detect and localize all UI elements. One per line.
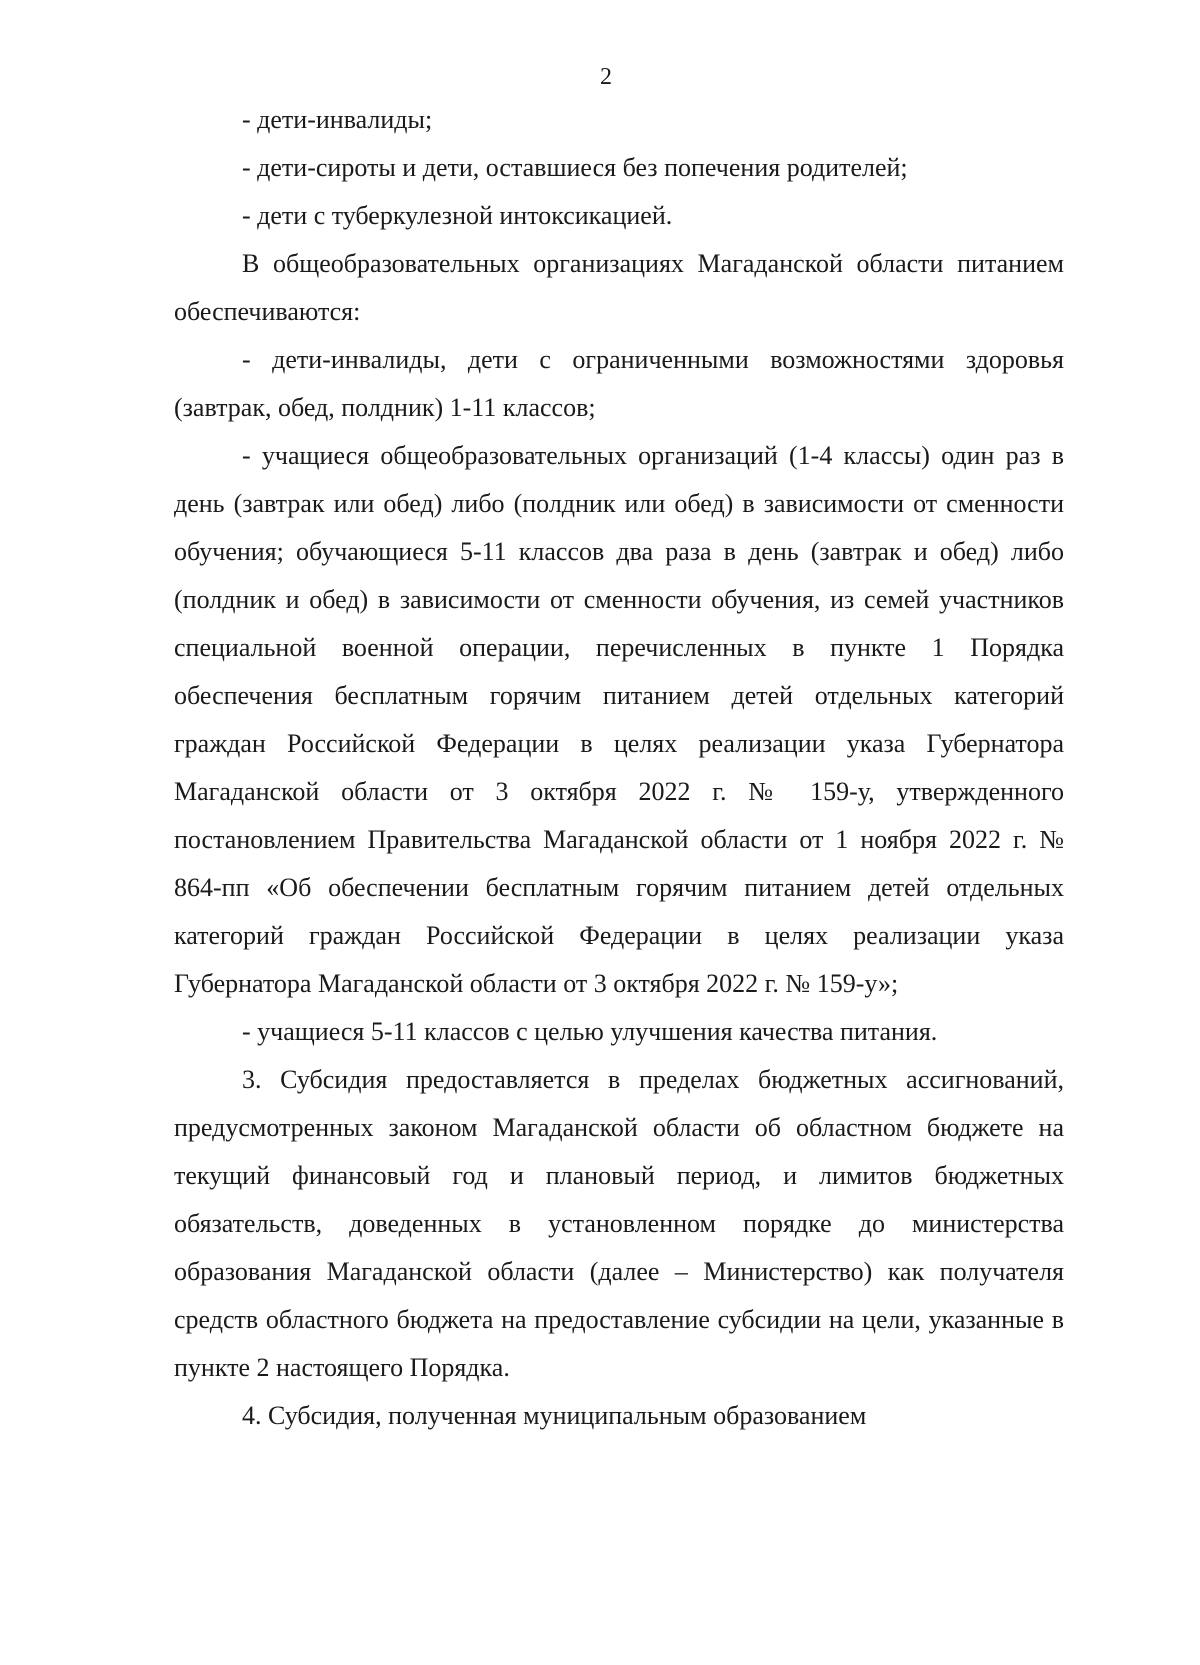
clause-3-subsidy: 3. Субсидия предоставляется в пределах бюджетных ассигнований, предусмотренных законом Магаданской области об областном бюджете на текущий финансовый год и плановый период, и лимитов бюджетных обязательств, доведенных в установленном порядке до министерства образования Магаданской области (далее – Министерство) как получателя средств областного бюджета на предоставление субсидии на цели, указанные в пункте 2 настоящего Порядка. [174,1065,1064,1382]
list-item-grades-5-11: - учащиеся 5-11 классов с целью улучшения качества питания. [242,1017,938,1046]
list-item-disabled-children: - дети-инвалиды; [242,105,433,134]
document-body [174,96,1064,1440]
list-item-svo-families: - учащиеся общеобразовательных организаций (1-4 классы) один раз в день (завтрак или обед) либо (полдник или обед) в зависимости от сменности обучения; обучающиеся 5-11 классов два раза в день (завтрак и обед) либо (полдник и обед) в зависимости от сменности обучения, из семей участников специальной военной операции, перечисленных в пункте 1 Порядка обеспечения бесплатным горячим питанием детей отдельных категорий граждан Российской Федерации в целях реализации указа Губернатора Магаданской области от 3 октября 2022 г. № 159-у, утвержденного постановлением Правительства Магаданской области от 1 ноября 2022 г. № 864-пп «Об обеспечении бесплатным горячим питанием детей отдельных категорий граждан Российской Федерации в целях реализации указа Губернатора Магаданской области от 3 октября 2022 г. № 159-у»; [174,441,1064,998]
list-item-limited-health: - дети-инвалиды, дети с ограниченными возможностями здоровья (завтрак, обед, полдник) 1-11 классов; [174,345,1064,422]
list-item-orphans: - дети-сироты и дети, оставшиеся без попечения родителей; [242,153,908,182]
clause-4-subsidy: 4. Субсидия, полученная муниципальным образованием [242,1401,867,1430]
page-number: 2 [600,64,612,90]
list-item-tuberculosis: - дети с туберкулезной интоксикацией. [242,201,673,230]
paragraph-provided-with-meals: В общеобразовательных организациях Магаданской области питанием обеспечиваются: [174,249,1064,326]
